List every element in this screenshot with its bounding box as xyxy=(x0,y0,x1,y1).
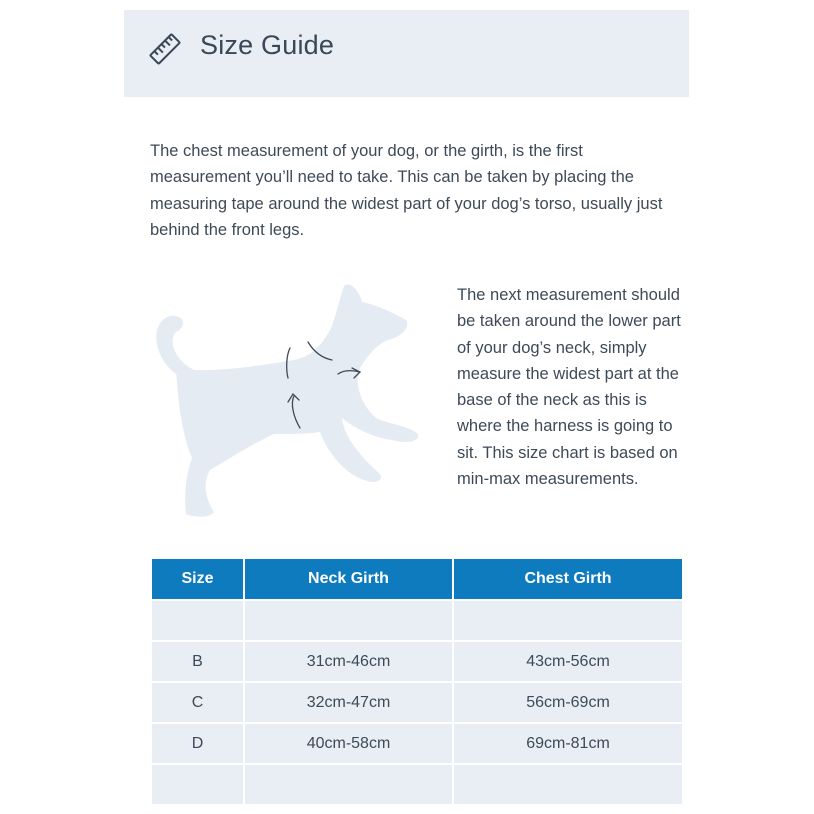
table-cell-neck-girth xyxy=(245,599,454,640)
table-row xyxy=(152,640,682,681)
table-cell-neck-girth: 40cm-58cm xyxy=(245,722,454,763)
table-row xyxy=(152,599,682,640)
table-cell-neck-girth: 31cm-46cm xyxy=(245,640,454,681)
table-cell-size: B xyxy=(152,640,245,681)
table-cell-size xyxy=(152,599,245,640)
table-cell-size: C xyxy=(152,681,245,722)
table-row xyxy=(152,681,682,722)
table-cell-neck-girth: 32cm-47cm xyxy=(245,681,454,722)
table-cell-chest-girth xyxy=(454,599,682,640)
table-cell-neck-girth xyxy=(245,763,454,804)
table-cell-size xyxy=(152,763,245,804)
table-cell-chest-girth: 69cm-81cm xyxy=(454,722,682,763)
table-cell-chest-girth: 43cm-56cm xyxy=(454,640,682,681)
table-cell-chest-girth xyxy=(454,763,682,804)
page-title: Size Guide xyxy=(200,30,335,60)
table-cell-size: D xyxy=(152,722,245,763)
table-header-row xyxy=(152,559,682,599)
size-chart-table xyxy=(152,559,682,804)
column-header-size: Size xyxy=(152,559,245,599)
dog-silhouette-icon xyxy=(148,278,428,523)
table-cell-chest-girth: 56cm-69cm xyxy=(454,681,682,722)
neck-measurement-paragraph: The next measurement should be taken around the lower part of your dog’s neck, simply measure the widest part at the base of the neck as this is where the harness is going to sit. This size chart is based on min-max measurements. xyxy=(457,286,681,489)
table-row xyxy=(152,763,682,804)
size-guide-header xyxy=(124,10,689,97)
column-header-chest-girth: Chest Girth xyxy=(454,559,682,599)
intro-paragraph: The chest measurement of your dog, or the girth, is the first measurement you’ll need to take. This can be taken by placing the measuring tape around the widest part of your dog’s torso, usually just behind the front legs. xyxy=(150,142,663,239)
column-header-neck-girth: Neck Girth xyxy=(245,559,454,599)
ruler-icon xyxy=(148,32,182,66)
table-row xyxy=(152,722,682,763)
